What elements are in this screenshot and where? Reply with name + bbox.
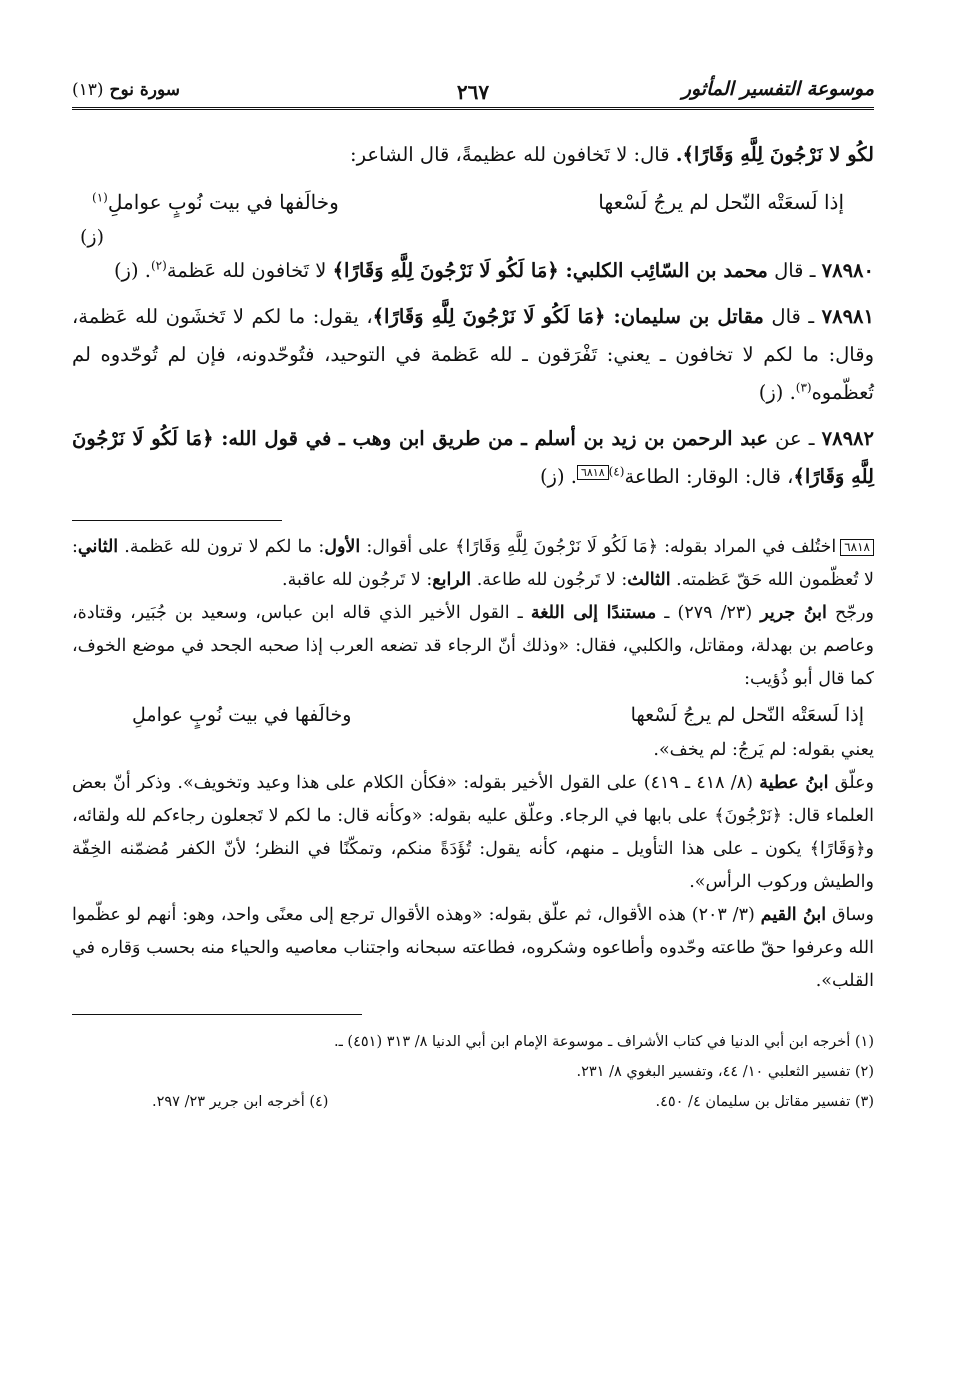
poem-hemistich-1: إذا لَسعَتْه النّحل لم يرجُ لَسْعها <box>598 190 844 214</box>
footnote: (٢) تفسير الثعلبي ١٠/ ٤٤، وتفسير البغوي ٨/ ٢٣١. <box>576 1064 874 1080</box>
poem-verse <box>72 696 874 734</box>
quran-quote: لكُو لا نَرْجُونَ لِلَّهِ وَقَارًا﴾. <box>675 143 874 166</box>
narration-text: ، قال: الوقار: الطاعة <box>624 465 794 488</box>
commentary-paragraph <box>72 767 874 899</box>
intro-paragraph <box>72 136 874 174</box>
source-tag: . (ز) <box>539 465 577 488</box>
poem-hemistich-1: إذا لَسعَتْه النّحل لم يرجُ لَسْعها <box>630 704 864 726</box>
surah-name: سورة نوح <box>109 80 181 100</box>
poem-hemistich-2-wrap <box>92 182 339 222</box>
narration-number: ٧٨٩٨٠ <box>821 259 874 282</box>
commentary-section <box>72 531 874 998</box>
book-title: موسوعة التفسير المأثور <box>681 78 874 100</box>
commentary-text: وساق <box>826 905 875 925</box>
opinion-label: الثالث <box>627 570 671 590</box>
footnote-ref[interactable]: (٤) <box>608 464 625 479</box>
basis-label: مستندًا إلى اللغة <box>530 603 657 623</box>
poem-hemistich-2: وخالَفها في بيت نُوبٍ عواملِ <box>132 704 352 726</box>
narration-text: ، يقول: ما لكم لا تَخشَون لله عَظمة، وقال: ما لكم لا تخافون ـ يعني: تَفْرَقون ـ لله عَظمة في التوحيد، فتُوحّدونه، فإن لم تُوحّدوه لم تُعظّموه <box>72 305 874 404</box>
commentary-text: (٣/ ٢٠٣) هذه الأقوال، ثم علّق بقوله: «وهذه الأقوال ترجع إلى معنًى واحد، وهو: أنهم لو عظّموا الله وعرفوا حقّ طاعته وحّدوه وأطاعوه وشكروه، فطاعته سبحانه واجتناب معاصيه والحياء منه بحسب وَقاره في القلب». <box>72 905 874 991</box>
footnote-separator <box>72 1014 362 1015</box>
opinion-label: الأول <box>324 537 361 557</box>
commentary-paragraph <box>72 899 874 998</box>
footnote: (٤) أخرجه ابن جرير ٢٣/ ٢٩٧. <box>152 1094 329 1110</box>
commentary-text: اختُلف في المراد بقوله: ﴿مَا لَكُو لَا نَرْجُونَ لِلَّهِ وَقَارًا﴾ على أقوال: <box>360 537 837 557</box>
footnote-ref[interactable]: (١) <box>92 190 108 205</box>
commentary-separator <box>72 520 282 521</box>
narration-prefix: ـ عن <box>768 427 822 450</box>
commentary-ref-box[interactable]: ٦٨١٨ <box>577 465 609 480</box>
quran-quote: : ﴿مَا لَكُو لَا نَرْجُونَ لِلَّهِ وَقَارًا﴾ <box>372 305 621 328</box>
commentary-number-box: ٦٨١٨ <box>840 539 874 556</box>
narration-prefix: ـ قال <box>767 259 822 282</box>
commentary-text: ورجّح <box>826 603 874 623</box>
commentary-paragraph: يعني بقوله: لم يَرجُ: لم يخف». <box>653 740 874 760</box>
opinion-text: : لا تَرجُون لله طاعة. <box>471 570 628 590</box>
poem-verse <box>72 182 874 222</box>
poem-hemistich-2: وخالَفها في بيت نُوبٍ عواملِ <box>107 190 339 214</box>
narration-number: ٧٨٩٨١ <box>821 305 875 328</box>
narrator-name: مقاتل بن سليمان <box>620 305 764 328</box>
opinion-label: الرابع <box>432 570 472 590</box>
footnote-ref[interactable]: (٢) <box>150 258 167 273</box>
narration-text: لا تَخافون لله عَظمة <box>166 259 333 282</box>
scholar-name: ابنُ القيم <box>760 905 827 925</box>
page-number: ٢٦٧ <box>451 80 495 104</box>
footnote: (١) أخرجه ابن أبي الدنيا في كتاب الأشراف ـ موسوعة الإمام ابن أبي الدنيا ٨/ ٣١٣ (٤٥١) ـ. <box>333 1034 874 1050</box>
running-header <box>72 70 874 114</box>
narrator-name: محمد بن السّائِب الكلبي <box>572 259 768 282</box>
header-rule <box>72 107 874 110</box>
opinion-text: : ما لكم لا ترون لله عَظمة. <box>118 537 325 557</box>
quran-quote: ـ من طريق ابن وهب ـ في قول الله: ﴿مَا لَكُو لَا نَرْجُونَ لِلَّهِ وَقَارًا﴾ <box>72 427 874 488</box>
narration-entry <box>72 252 874 290</box>
narrator-name: عبد الرحمن بن زيد بن أسلم <box>534 427 769 450</box>
quran-quote: : ﴿مَا لَكُو لَا نَرْجُونَ لِلَّهِ وَقَارًا﴾ <box>332 259 573 282</box>
main-text <box>72 136 874 496</box>
opinion-label: الثاني <box>77 537 119 557</box>
source-tag: . (ز) <box>758 381 796 404</box>
narration-prefix: ـ قال <box>763 305 822 328</box>
commentary-text: وعلّق <box>828 773 874 793</box>
intro-text: قال: لا تَخافون لله عظيمةً، قال الشاعر: <box>350 143 676 166</box>
commentary-paragraph <box>72 531 874 597</box>
commentary-text: (٨/ ٤١٨ ـ ٤١٩) على القول الأخير بقوله: «فكأن الكلام على هذا وعيد وتخويف». وذكر أنّ بعض العلماء قال: ﴿نَرْجُونَ﴾ على بابها في الرجاء. وعلّق عليه بقوله: «وكأنه قال: ما لكم لا تَجعلون رجاءكم لله ولقائه، و﴿وَقَارًا﴾ يكون ـ على هذا التأويل ـ منهم، كأنه يقول: تُؤَدَةً منكم، وتمكّنًا في النظر؛ لأنّ الكفر مُضمّنه الخِفّة والطيش وركوب الرأس». <box>72 773 874 892</box>
footnote-row <box>72 1087 874 1117</box>
source-tag: . (ز) <box>113 259 151 282</box>
surah-label <box>72 80 180 100</box>
opinion-text: : لا تَرجُون لله عاقبة. <box>282 570 433 590</box>
surah-number: (١٣) <box>72 80 104 100</box>
narration-entry <box>72 420 874 496</box>
page <box>72 70 874 1117</box>
scholar-name: ابنُ جرير <box>760 603 827 623</box>
footnote: (٣) تفسير مقاتل بن سليمان ٤/ ٤٥٠. <box>655 1094 874 1110</box>
source-tag: (ز) <box>80 226 105 248</box>
footnote-ref[interactable]: (٣) <box>795 380 812 395</box>
citation: (٢٣/ ٢٧٩) ـ <box>656 603 761 623</box>
narration-number: ٧٨٩٨٢ <box>821 427 874 450</box>
scholar-name: ابنُ عطية <box>759 773 829 793</box>
footnotes <box>72 1027 874 1117</box>
commentary-text: ـ القول الأخير الذي قاله ابن عباس، وسعيد بن جُبَير، وقتادة، وعاصم بن بهدلة، ومقاتل، والكلبي، فقال: «وذلك أنّ الرجاء قد تضعه العرب إذا صحبه الجحد في موضع الخوف، كما قال أبو ذُؤيب: <box>72 603 874 689</box>
opinion-text: : لا تُعظّمون الله حَقّ عَظمته. <box>72 537 874 590</box>
narration-entry <box>72 298 874 412</box>
commentary-paragraph <box>72 597 874 696</box>
